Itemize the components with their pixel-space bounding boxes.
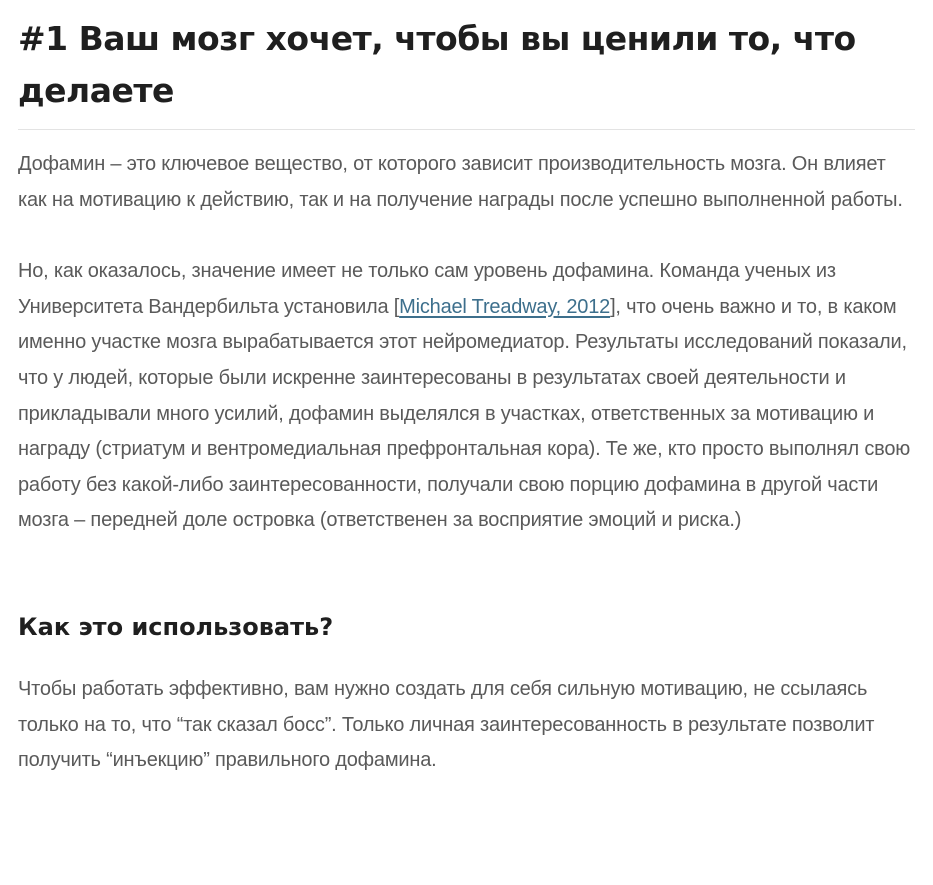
title-divider	[18, 129, 915, 130]
paragraph-motivation-advice: Чтобы работать эффективно, вам нужно создать для себя сильную мотивацию, не ссылаясь только на то, что “так сказал босс”. Только личная заинтересованность в результате позволит получить “инъекцию” правильного дофамина.	[18, 677, 875, 772]
article	[18, 0, 918, 779]
paragraph-research	[18, 254, 915, 539]
reference-link-treadway-2012[interactable]: Michael Treadway, 2012	[399, 295, 611, 318]
paragraph-research-text-before: Но, как оказалось, значение имеет не только сам уровень дофамина. Команда ученых из Университета Вандербильта установила [	[18, 260, 836, 318]
article-title: #1 Ваш мозг хочет, чтобы вы ценили то, что делаете	[18, 19, 856, 110]
paragraph-research-text-after: ], что очень важно и то, в каком именно участке мозга вырабатывается этот нейромедиатор. Результаты исследований показали, что у людей, которые были искренне заинтересованы в результатах своей деятельности и прикладывали много усилий, дофамин выделялся в участках, ответственных за мотивацию и награду (стриатум и вентромедиальная префронтальная кора). Те же, кто просто выполнял свою работу без какой-либо заинтересованности, получали свою порцию дофамина в другой части мозга – передней доле островка (ответственен за восприятие эмоций и риска.)	[18, 295, 911, 532]
paragraph-dopamine-intro: Дофамин – это ключевое вещество, от которого зависит производительность мозга. Он влияет как на мотивацию к действию, так и на получение награды после успешно выполненной работы.	[18, 153, 903, 211]
section-heading-how-to-use: Как это использовать?	[18, 612, 334, 641]
